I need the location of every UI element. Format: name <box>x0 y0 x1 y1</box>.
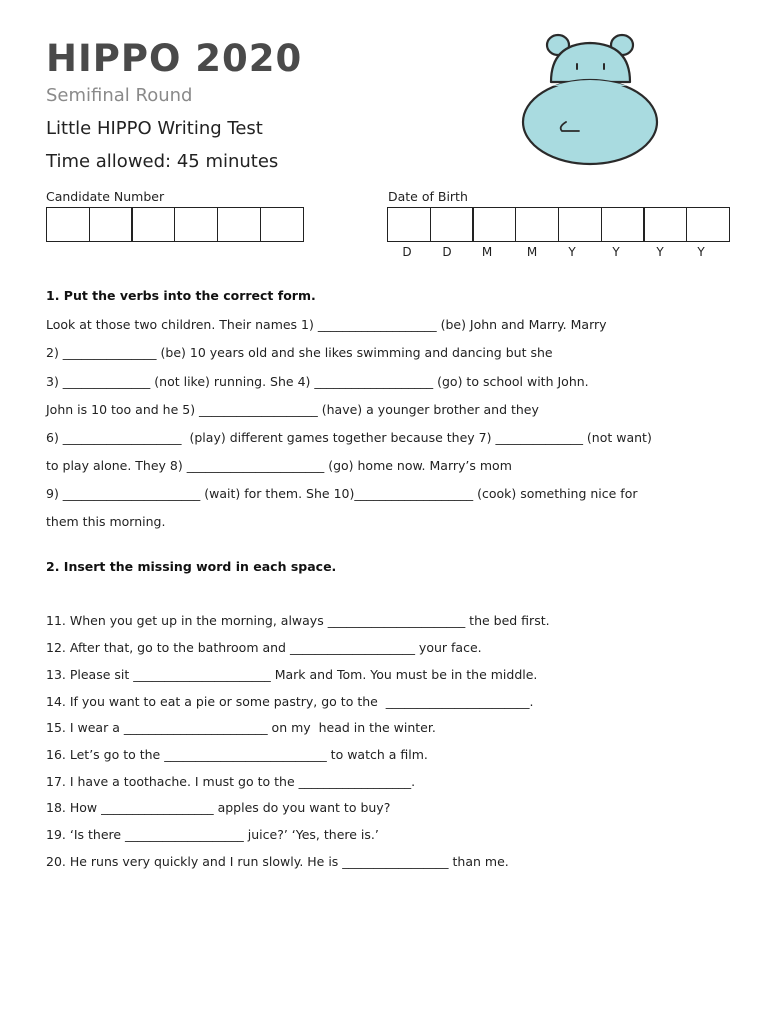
dob-box[interactable] <box>515 207 559 242</box>
dob-letter: Y <box>568 245 576 259</box>
section-1-line: 2) _______________ (be) 10 years old and she likes swimming and dancing but she <box>46 345 553 360</box>
candidate-number-label: Candidate Number <box>46 189 165 204</box>
test-name: Little HIPPO Writing Test <box>46 118 263 139</box>
section-1-line: 3) ______________ (not like) running. She 4) ___________________ (go) to school with John. <box>46 374 589 389</box>
dob-letter: D <box>402 245 412 259</box>
section-1-line: John is 10 too and he 5) ___________________ (have) a younger brother and they <box>46 402 539 417</box>
section-1-heading: 1. Put the verbs into the correct form. <box>46 288 316 303</box>
candidate-number-box[interactable] <box>260 207 304 242</box>
dob-letter: D <box>442 245 452 259</box>
section-2-item: 16. Let’s go to the __________________________ to watch a film. <box>46 747 428 762</box>
dob-letter: Y <box>612 245 620 259</box>
candidate-number-boxes[interactable] <box>46 207 302 242</box>
section-2-item: 14. If you want to eat a pie or some pastry, go to the _______________________. <box>46 694 534 709</box>
candidate-number-box[interactable] <box>174 207 218 242</box>
section-2-item: 20. He runs very quickly and I run slowly. He is _________________ than me. <box>46 854 509 869</box>
section-2-item: 19. ‘Is there ___________________ juice?’ ‘Yes, there is.’ <box>46 827 379 842</box>
candidate-number-box[interactable] <box>217 207 261 242</box>
hippo-icon <box>518 30 666 170</box>
section-2-item: 12. After that, go to the bathroom and ____________________ your face. <box>46 640 482 655</box>
dob-letter: M <box>526 245 538 259</box>
dob-box[interactable] <box>686 207 730 242</box>
section-2-item: 13. Please sit ______________________ Mark and Tom. You must be in the middle. <box>46 667 538 682</box>
round-subtitle: Semifinal Round <box>46 85 193 106</box>
section-1-line: Look at those two children. Their names 1) ___________________ (be) John and Marry. Marry <box>46 317 607 332</box>
dob-box[interactable] <box>601 207 645 242</box>
dob-format-letters <box>388 245 722 261</box>
date-of-birth-boxes[interactable] <box>387 207 729 242</box>
date-of-birth-label: Date of Birth <box>388 189 468 204</box>
candidate-number-box[interactable] <box>89 207 133 242</box>
section-2-item: 15. I wear a _______________________ on my head in the winter. <box>46 720 436 735</box>
dob-letter: Y <box>656 245 664 259</box>
section-2-item: 11. When you get up in the morning, always ______________________ the bed first. <box>46 613 550 628</box>
exam-title: HIPPO 2020 <box>46 37 303 80</box>
section-1-line: them this morning. <box>46 514 166 529</box>
section-1-line: 6) ___________________ (play) different games together because they 7) ______________ (not want) <box>46 430 652 445</box>
dob-box[interactable] <box>387 207 431 242</box>
candidate-number-box[interactable] <box>46 207 90 242</box>
dob-letter: M <box>481 245 493 259</box>
section-1-line: 9) ______________________ (wait) for them. She 10)___________________ (cook) something nice for <box>46 486 638 501</box>
time-allowed: Time allowed: 45 minutes <box>46 151 279 172</box>
section-1-line: to play alone. They 8) ______________________ (go) home now. Marry’s mom <box>46 458 512 473</box>
section-2-item: 17. I have a toothache. I must go to the __________________. <box>46 774 416 789</box>
candidate-number-box[interactable] <box>131 207 175 242</box>
dob-box[interactable] <box>472 207 516 242</box>
dob-box[interactable] <box>643 207 687 242</box>
section-2-heading: 2. Insert the missing word in each space. <box>46 559 337 574</box>
section-2-item: 18. How __________________ apples do you want to buy? <box>46 800 391 815</box>
dob-box[interactable] <box>558 207 602 242</box>
dob-letter: Y <box>697 245 705 259</box>
dob-box[interactable] <box>430 207 474 242</box>
